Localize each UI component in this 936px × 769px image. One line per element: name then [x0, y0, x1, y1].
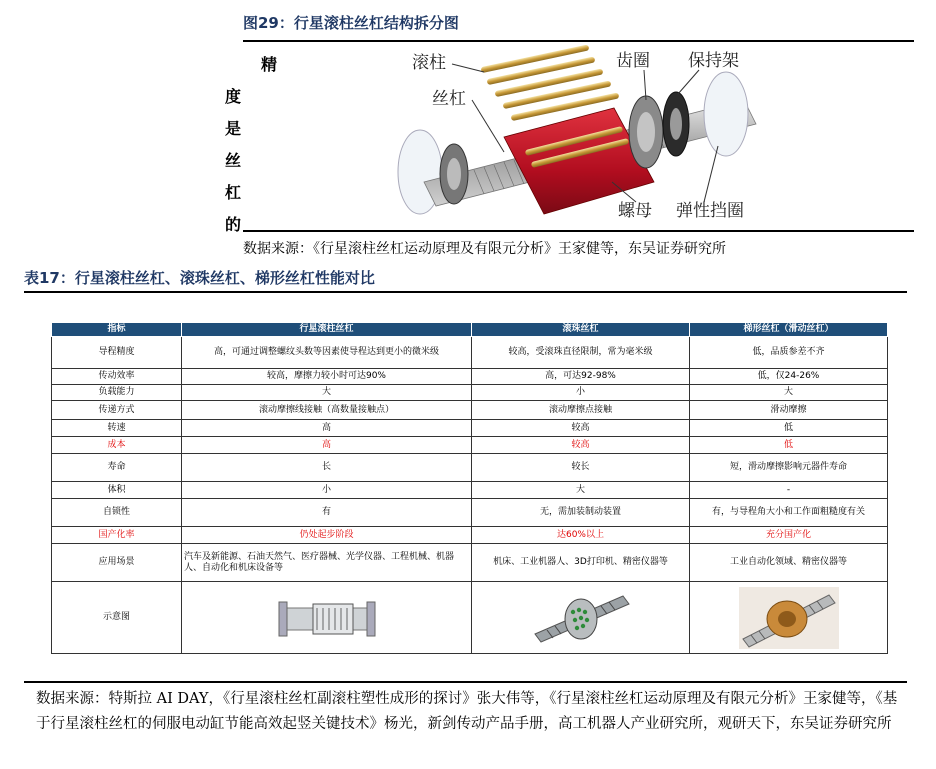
side-char: 是	[225, 119, 242, 138]
table-cell: 导程精度	[52, 337, 182, 369]
label-nut: 螺母	[618, 201, 652, 221]
table-cell: 国产化率	[52, 527, 182, 544]
table-row	[52, 385, 888, 401]
table-cell: 低，品质参差不齐	[690, 337, 888, 369]
table-cell: 大	[182, 385, 472, 401]
figure-bottom-rule	[243, 230, 914, 232]
table-title-rule	[24, 291, 907, 293]
table-cell: 较长	[472, 454, 690, 482]
side-char: 丝	[225, 151, 242, 170]
table-cell: 较高	[472, 420, 690, 437]
table-cell: 应用场景	[52, 544, 182, 582]
label-screw: 丝杠	[432, 89, 466, 109]
table-cell: 小	[182, 482, 472, 499]
table-cell: 达60%以上	[472, 527, 690, 544]
table-cell: 无，需加装制动装置	[472, 499, 690, 527]
comparison-table	[51, 322, 888, 654]
roller-group-top	[481, 44, 620, 121]
table-row	[52, 499, 888, 527]
table-cell: 大	[472, 482, 690, 499]
header-cell: 行星滚柱丝杠	[182, 323, 472, 337]
table-cell: 较高	[472, 437, 690, 454]
figure-source: 数据来源：《行星滚柱丝杠运动原理及有限元分析》王家健等，东吴证券研究所	[243, 241, 726, 257]
table-cell: 较高，摩擦力较小时可达90%	[182, 369, 472, 385]
table-cell: 低	[690, 420, 888, 437]
table-cell: 滑动摩擦	[690, 401, 888, 420]
label-ring-gear: 齿圈	[616, 51, 650, 71]
table-cell: 汽车及新能源、石油天然气、医疗器械、光学仪器、工程机械、机器人、自动化和机床设备等	[182, 544, 472, 582]
document-source-note: 数据来源：特斯拉 AI DAY，《行星滚柱丝杠副滚柱塑性成形的探讨》张大伟等，《行星滚柱丝杠运动原理及有限元分析》王家健等，《基于行星滚柱丝杠的伺服电动缸节能高效起竖关键技术》杨光，新剑传动产品手册，高工机器人产业研究所，观研天下，东吴证券研究所	[36, 691, 898, 732]
table-cell: 机床、工业机器人、3D打印机、精密仪器等	[472, 544, 690, 582]
table-cell: -	[690, 482, 888, 499]
table-cell: 有，与导程角大小和工作面粗糙度有关	[690, 499, 888, 527]
table-cell: 成本	[52, 437, 182, 454]
table-cell: 自锁性	[52, 499, 182, 527]
table-row	[52, 401, 888, 420]
illustration-cell	[472, 582, 690, 654]
table-cell: 示意图	[52, 582, 182, 654]
table-row	[52, 337, 888, 369]
table-cell: 大	[690, 385, 888, 401]
header-cell: 指标	[52, 323, 182, 337]
table-cell: 高，可通过调整螺纹头数等因素使导程达到更小的微米级	[182, 337, 472, 369]
table-cell: 仍处起步阶段	[182, 527, 472, 544]
trapezoidal-screw-image	[739, 587, 839, 649]
source-rule	[24, 681, 907, 683]
table-cell: 小	[472, 385, 690, 401]
table-cell: 体积	[52, 482, 182, 499]
side-char: 杠	[225, 183, 242, 202]
table-cell: 高	[182, 437, 472, 454]
header-cell: 滚珠丝杠	[472, 323, 690, 337]
table-cell: 较高，受滚珠直径限制，常为毫米级	[472, 337, 690, 369]
table-cell: 长	[182, 454, 472, 482]
table-cell: 传动效率	[52, 369, 182, 385]
planetary-roller-screw-image	[277, 590, 377, 646]
table-cell: 低	[690, 437, 888, 454]
label-roller: 滚柱	[412, 53, 446, 73]
illustration-cell	[182, 582, 472, 654]
side-text	[223, 52, 283, 234]
table-cell: 传递方式	[52, 401, 182, 420]
table-row	[52, 582, 888, 654]
table-title: 表17：行星滚柱丝杠、滚珠丝杠、梯形丝杠性能对比	[24, 269, 375, 287]
table-cell: 高	[182, 420, 472, 437]
side-char: 精	[261, 55, 278, 74]
table-cell: 工业自动化领域、精密仪器等	[690, 544, 888, 582]
ball-screw-image	[531, 590, 631, 646]
table-cell: 转速	[52, 420, 182, 437]
label-cage: 保持架	[688, 51, 739, 71]
side-char: 度	[225, 87, 242, 106]
table-cell: 有	[182, 499, 472, 527]
table-cell: 短，滑动摩擦影响元器件寿命	[690, 454, 888, 482]
table-row	[52, 369, 888, 385]
exploded-view-diagram	[384, 42, 798, 230]
illustration-cell	[690, 582, 888, 654]
table-row	[52, 482, 888, 499]
header-cell: 梯形丝杠（滑动丝杠）	[690, 323, 888, 337]
table-cell: 滚动摩擦线接触（高数量接触点）	[182, 401, 472, 420]
table-cell: 寿命	[52, 454, 182, 482]
table-row	[52, 437, 888, 454]
table-cell: 高，可达92-98%	[472, 369, 690, 385]
table-cell: 低，仅24-26%	[690, 369, 888, 385]
table-cell: 负载能力	[52, 385, 182, 401]
table-row	[52, 544, 888, 582]
table-cell: 滚动摩擦点接触	[472, 401, 690, 420]
table-row	[52, 454, 888, 482]
figure-title: 图29：行星滚柱丝杠结构拆分图	[243, 14, 459, 32]
label-retainer: 弹性挡圈	[676, 201, 744, 221]
table-cell: 充分国产化	[690, 527, 888, 544]
table-row	[52, 420, 888, 437]
side-char: 的	[225, 215, 242, 234]
table-row	[52, 527, 888, 544]
table-header-row	[52, 323, 888, 337]
right-retainer-disc	[704, 72, 748, 156]
